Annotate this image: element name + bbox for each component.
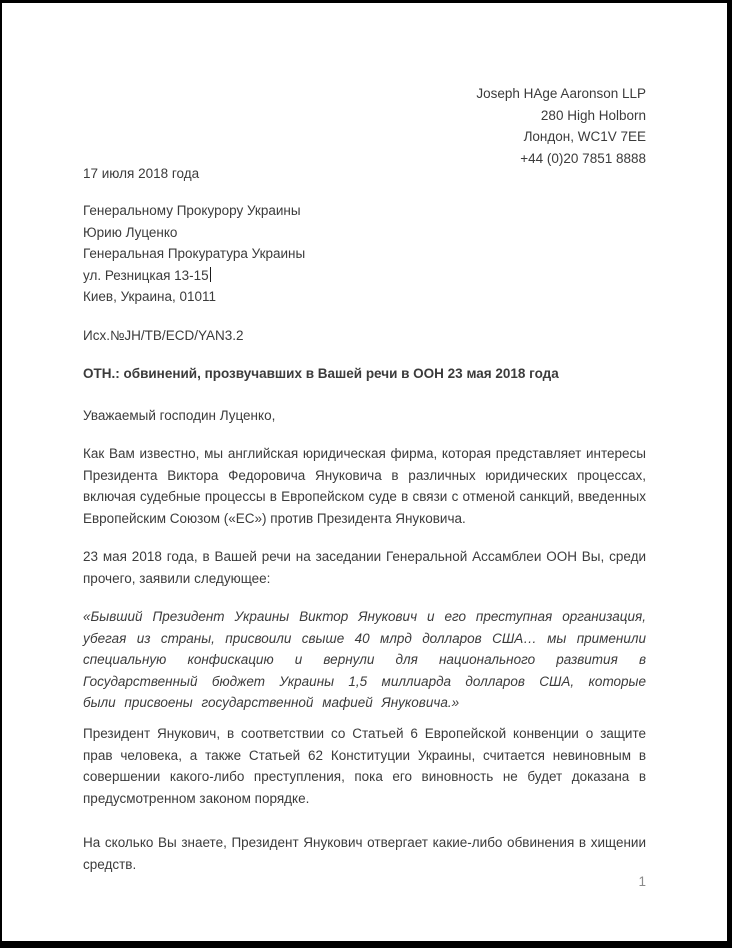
recipient-address xyxy=(83,200,646,308)
letterhead-line-street: 280 High Holborn xyxy=(540,107,646,123)
letterhead-line-firm: Joseph HAge Aaronson LLP xyxy=(476,86,646,101)
recipient-street-text: ул. Резницкая 13-15 xyxy=(83,267,209,283)
document-page[interactable] xyxy=(2,3,727,941)
date-line: 17 июля 2018 года xyxy=(83,166,200,181)
reference-number: Исх.№JH/TB/ECD/YAN3.2 xyxy=(83,328,244,343)
paragraph-presumption-of-innocence: Президент Янукович, в соответствии со Статьей 6 Европейской конвенции о защите прав человека, а также Статьей 62 Конституции Украины, считается невиновным в совершении какого-либо преступления, пока его виновность не будет доказана в предусмотренном законом порядке. xyxy=(83,726,646,806)
page-number: 1 xyxy=(638,874,646,889)
recipient-line-title: Генеральному Прокурору Украины xyxy=(83,203,301,218)
letterhead xyxy=(83,83,646,169)
recipient-line-city: Киев, Украина, 01011 xyxy=(83,289,217,304)
recipient-line-office: Генеральная Прокуратура Украины xyxy=(83,246,306,261)
recipient-line-name: Юрию Луценко xyxy=(83,224,178,240)
paragraph-intro: Как Вам известно, мы английская юридическая фирма, которая представляет интересы Президента Виктора Федоровича Януковича в различных юридических процессах, включая судебные процессы в Европейском суде в связи с отменой санкций, введенных Европейским Союзом («ЕС») против Президента Януковича. xyxy=(83,446,646,526)
salutation: Уважаемый господин Луценко, xyxy=(83,408,276,423)
letterhead-line-city: Лондон, WC1V 7EE xyxy=(523,129,646,144)
paragraph-denial: На сколько Вы знаете, Президент Янукович отвергает какие-либо обвинения в хищении средств. xyxy=(83,835,646,872)
subject-line: ОТН.: обвинений, прозвучавших в Вашей речи в ООН 23 мая 2018 года xyxy=(83,366,559,381)
recipient-line-street xyxy=(83,265,646,287)
quote-paragraph: «Бывший Президент Украины Виктор Янукович и его преступная организация, убегая из страны, присвоили свыше 40 млрд долларов США… мы применили специальную конфискацию и вернули для национального развития в Государственный бюджет Украины 1,5 миллиарда долларов США, которые были присвоены государственной мафией Януковича.» xyxy=(83,609,646,710)
letterhead-line-phone: +44 (0)20 7851 8888 xyxy=(520,150,646,166)
text-cursor xyxy=(210,267,212,282)
paragraph-speech-reference: 23 мая 2018 года, в Вашей речи на заседании Генеральной Ассамблеи ООН Вы, среди прочего, заявили следующее: xyxy=(83,549,646,586)
